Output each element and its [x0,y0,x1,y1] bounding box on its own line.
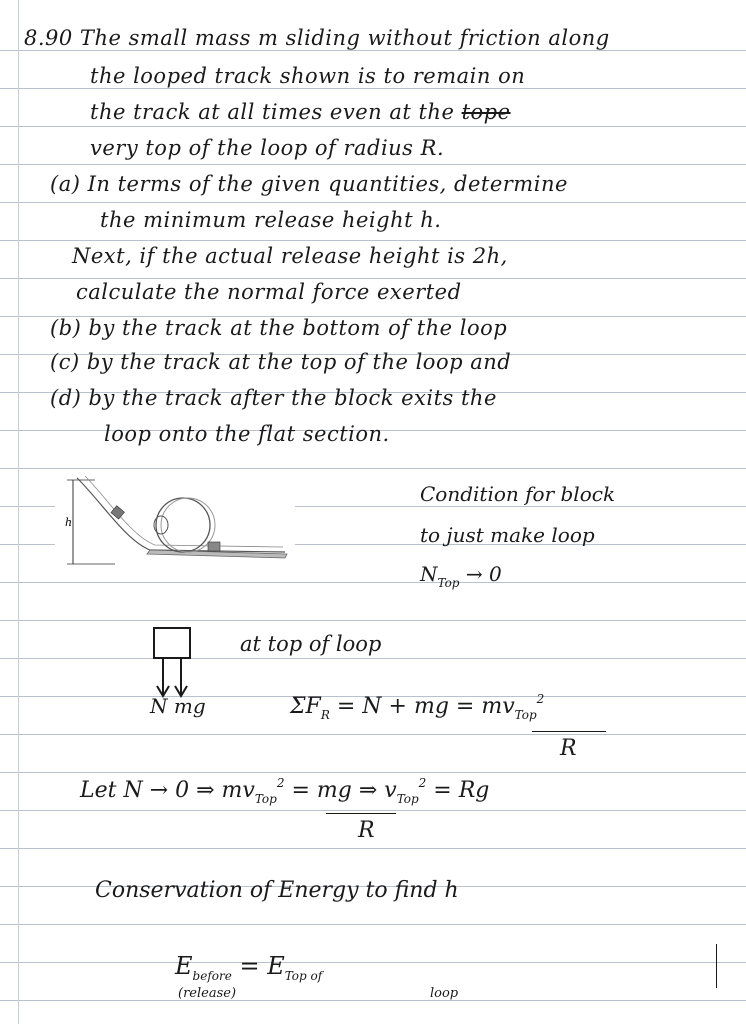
problem-line-9: (b) by the track at the bottom of the loop [50,316,508,340]
n-top-subscript: Top [437,576,460,590]
condition-n-top [420,562,502,590]
eq1-fraction-bar [532,731,606,732]
eq1-subscript: Top [514,708,537,722]
block-on-flat [208,542,220,551]
arrow-zero: → 0 [465,562,502,586]
energy-equation [175,952,322,983]
e-top-subscript: Top of [284,969,323,983]
e-equals: = E [231,952,285,980]
eq2-superscript-2: 2 [418,776,427,790]
eq1-superscript: 2 [536,692,545,706]
n-symbol: N [420,562,438,586]
eq2-denominator: R [358,818,375,843]
e-before-subscript: before [192,969,232,983]
problem-line-6: the minimum release height h. [100,208,442,232]
condition-line-2: to just make loop [420,523,595,547]
loop-note: loop [430,986,459,1001]
problem-line-8: calculate the normal force exerted [76,280,462,304]
problem-line-3 [90,100,511,124]
condition-line-1: Condition for block [420,482,616,506]
loop-track-figure [55,470,295,580]
eq2-end: = Rg [426,778,490,803]
problem-line-7: Next, if the actual release height is 2h, [72,244,508,268]
problem-line-10: (c) by the track at the top of the loop and [50,350,512,374]
energy-heading: Conservation of Energy to find h [95,878,459,903]
margin-mark [716,944,717,988]
eq1-rhs: = N + mg = mv [336,694,515,719]
fbd-force-labels: N mg [150,694,206,718]
limit-equation [80,776,489,806]
problem-line-5: (a) In terms of the given quantities, determine [50,172,568,196]
problem-line-1: 8.90 The small mass m sliding without friction along [24,26,610,50]
problem-line-12: loop onto the flat section. [104,422,390,446]
eq2-fraction-bar [326,813,396,814]
e-before-symbol: E [175,952,193,980]
eq1-denominator: R [560,736,577,761]
height-label: h [65,516,73,529]
page-margin-line [18,0,19,1024]
eq2-mid: = mg ⇒ v [284,778,397,803]
sum-f-symbol: ΣF [290,694,321,719]
eq2-lhs: Let N → 0 ⇒ mv [80,778,255,803]
release-note: (release) [178,986,237,1001]
struck-word: tope [461,100,511,124]
eq2-subscript: Top [254,792,277,806]
problem-line-4: very top of the loop of radius R. [90,136,445,160]
eq2-subscript-2: Top [396,792,419,806]
sum-f-subscript: R [320,708,330,722]
problem-line-2: the looped track shown is to remain on [90,64,526,88]
fbd-heading: at top of loop [240,632,382,656]
problem-line-3-text: the track at all times even at the [90,100,455,124]
block-box [154,628,190,658]
free-body-diagram [148,624,208,704]
newton-second-law-equation [290,692,544,722]
problem-line-11: (d) by the track after the block exits the [50,386,497,410]
eq2-superscript: 2 [276,776,285,790]
